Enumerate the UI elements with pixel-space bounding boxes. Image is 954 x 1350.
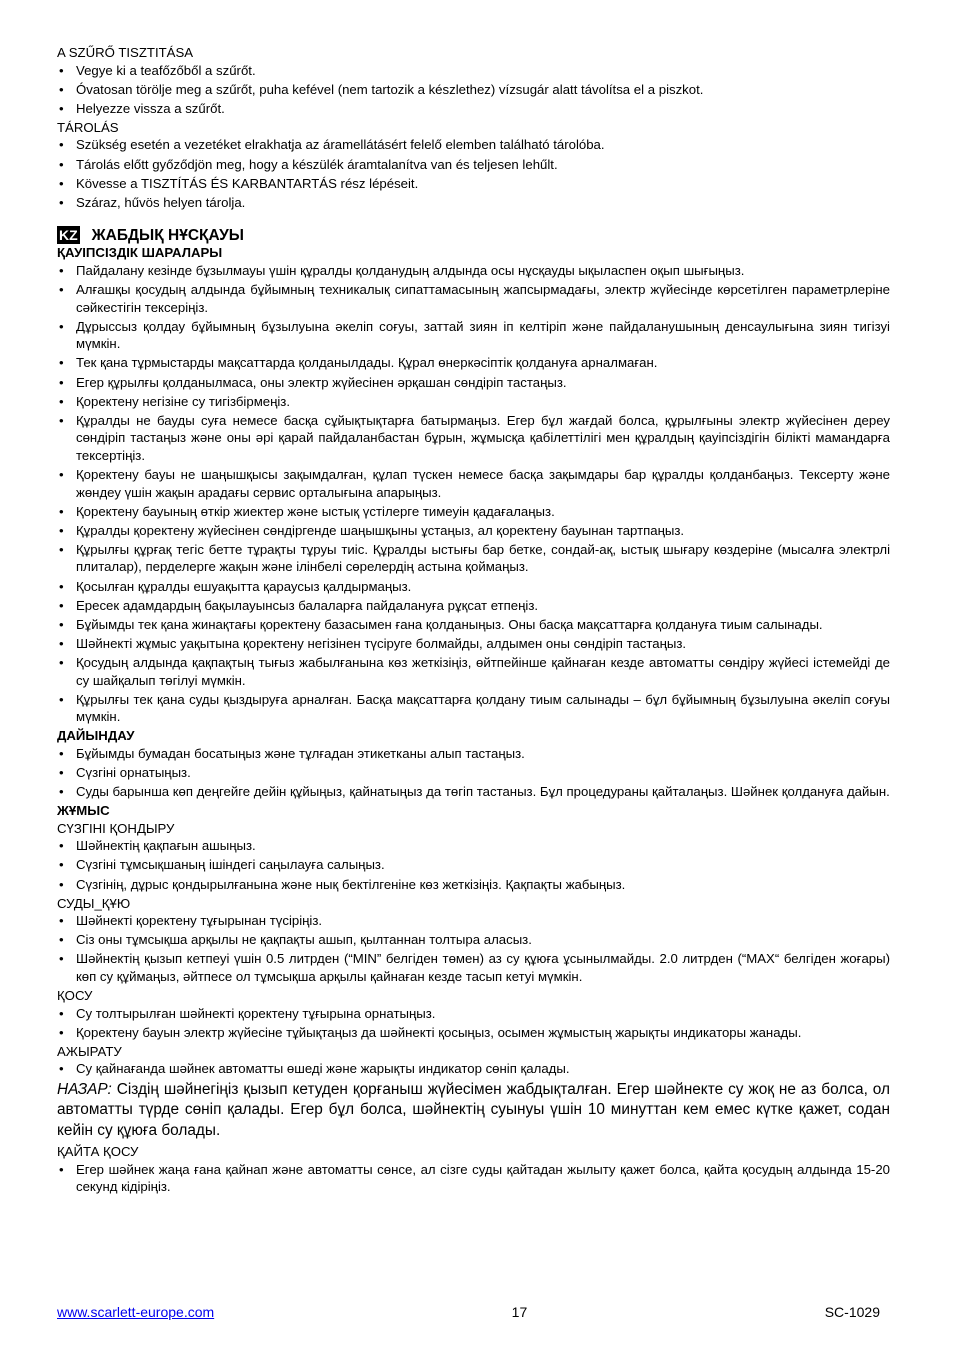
kz-safety-list bbox=[57, 262, 890, 726]
list-item: • Құралды қоректену жүйесінен сөндіргенде шаңышқыны ұстаңыз, ал қоректену бауынан тартпаңыз. bbox=[57, 522, 890, 540]
list-item: • Helyezze vissza a szűrőt. bbox=[57, 100, 890, 118]
list-item: • Сүзгіні тұмсықшаның ішіндегі саңылауға салыңыз. bbox=[57, 856, 890, 874]
list-item: • Қоректену негізіне су тигізбірмеңіз. bbox=[57, 393, 890, 411]
list-item: • Су толтырылған шәйнекті қоректену тұғырына орнатыңыз. bbox=[57, 1005, 890, 1023]
kz-off-list bbox=[57, 1060, 890, 1078]
list-item: • Szükség esetén a vezetéket elrakhatja az áramellátásért felelő elemben található tárolóba. bbox=[57, 136, 890, 154]
kz-work-title: ЖҰМЫС bbox=[57, 803, 110, 819]
kz-warning-note bbox=[57, 1080, 890, 1142]
list-item: • Бұйымды бумадан босатыңыз және тұлғадан этикетканы алып тастаңыз. bbox=[57, 745, 890, 763]
list-item: • Сүзгінің, дұрыс қондырылғанына және нық бектілгеніне көз жеткізіңіз. Қақпақты жабыңыз. bbox=[57, 876, 890, 894]
list-item: • Қоректену бауы не шаңышқысы зақымдалған, құлап түскен немесе басқа зақымдары бар құралды қолданбаңыз. Тексерту және жөндеу үшін жақын арадағы сервис орталығына апарыңыз. bbox=[57, 466, 890, 501]
kz-pour-list bbox=[57, 912, 890, 985]
list-item: • Суды барынша көп деңгейге дейін құйыңыз, қайнатыңыз да төгіп тастаныз. Бұл процедураны қайталаңыз. Шәйнек қолдануға дайын. bbox=[57, 783, 890, 801]
list-item: • Қоректену бауының өткір жиектер және ыстық үстілерге тимеуін қадағалаңыз. bbox=[57, 503, 890, 521]
list-item: • Алғашқы қосудың алдында бұйымның техникалық сипаттамасының жапсырмадағы, электр жүйесінде көрсетілген параметрлеріне сәйкестігін тексеріңіз. bbox=[57, 281, 890, 316]
list-item: • Құралды не бауды суға немесе басқа сұйықтықтарға батырмаңыз. Егер бұл жағдай болса, құрылғыны электр жүйесінен дереу сөндіріп тастаңыз және оны әрі қарай пайдаланбастан бұрын, жұмысқа қабілеттілігі мен құралдың қауіпсіздігін білікті мамандарға тексертіңіз. bbox=[57, 412, 890, 465]
kz-pour-subtitle: СУДЫ_ҚҰЮ bbox=[57, 895, 131, 911]
list-item: • Tárolás előtt győződjön meg, hogy a készülék áramtalanítva van és teljesen lehűlt. bbox=[57, 156, 890, 174]
list-item: • Сүзгіні орнатыңыз. bbox=[57, 764, 890, 782]
kz-off-subtitle: АЖЫРАТУ bbox=[57, 1043, 122, 1059]
list-item: • Сіз оны тұмсықша арқылы не қақпақты ашып, қылтаннан толтыра аласыз. bbox=[57, 931, 890, 949]
website-link[interactable]: www.scarlett-europe.com bbox=[57, 1304, 215, 1320]
kz-on-subtitle: ҚОСУ bbox=[57, 988, 93, 1004]
list-item: • Қоректену бауын электр жүйесіне тұйықтаңыз да шәйнекті қосыңыз, осымен жұмыстың жарықты индикаторы жанады. bbox=[57, 1024, 890, 1042]
kz-prep-title: ДАЙЫНДАУ bbox=[57, 728, 135, 744]
list-item: • Су қайнағанда шәйнек автоматты өшеді және жарықты индикатор сөніп қалады. bbox=[57, 1060, 890, 1078]
list-item: • Егер шәйнек жаңа ғана қайнап және автоматты сөнсе, ал сізге суды қайтадан жылыту қажет болса, қайта қосудың алдында 15-20 секунд кідіріңіз. bbox=[57, 1161, 890, 1196]
list-item: • Егер құрылғы қолданылмаса, оны электр жүйесінен әрқашан сөндіріп тастаңыз. bbox=[57, 374, 890, 392]
list-item: • Қосудың алдында қақпақтың тығыз жабылғанына көз жеткізіңіз, өйтпейінше қайнаған кезде автоматты сөндіру жүйесі істемейді де су шайқалып төгілуі мүмкін. bbox=[57, 654, 890, 689]
list-item: • Óvatosan törölje meg a szűrőt, puha kefével (nem tartozik a készlethez) vízsugár alatt távolítsa el a piszkot. bbox=[57, 81, 890, 99]
hu-filter-list bbox=[57, 62, 890, 118]
hu-storage-list bbox=[57, 136, 890, 211]
kz-filter-subtitle: СҮЗГІНІ ҚОНДЫРУ bbox=[57, 820, 175, 836]
list-item: • Száraz, hűvös helyen tárolja. bbox=[57, 194, 890, 212]
kz-reon-subtitle: ҚАЙТА ҚОСУ bbox=[57, 1143, 139, 1159]
list-item: • Vegye ki a teafőzőből a szűrőt. bbox=[57, 62, 890, 80]
note-label: НАЗАР: bbox=[57, 1080, 112, 1098]
kz-reon-list bbox=[57, 1161, 890, 1196]
note-text: Сіздің шәйнегіңіз қызып кетуден қорғаныш жүйесімен жабдықталған. Егер шәйнекте су жоқ не аз болса, ол автоматты түрде сөніп қалады. Егер бұл болса, шәйнектің суынуы үшін 10 минуттан кем емес күтке қажет, содан кейін су құюға болады. bbox=[57, 1080, 890, 1140]
list-item: • Пайдалану кезінде бұзылмауы үшін құралды қолданудың алдында осы нұсқауды ықыласпен оқып шығыңыз. bbox=[57, 262, 890, 280]
kz-safety-title: ҚАУІПСІЗДІК ШАРАЛАРЫ bbox=[57, 245, 223, 261]
list-item: • Шәйнекті жұмыс уақытына қоректену негізінен түсіруге болмайды, алдымен оны сөндіріп тастаңыз. bbox=[57, 635, 890, 653]
kz-language-badge: KZ bbox=[59, 227, 78, 244]
page-content bbox=[57, 44, 890, 1197]
kz-title: ЖАБДЫҚ НҰСҚАУЫ bbox=[91, 226, 244, 244]
model-number: SC-1029 bbox=[824, 1304, 880, 1320]
kz-filter-list bbox=[57, 837, 890, 893]
kz-prep-list bbox=[57, 745, 890, 801]
list-item: • Шәйнекті қоректену тұғырынан түсіріңіз. bbox=[57, 912, 890, 930]
list-item: • Қосылған құралды ешуақытта қараусыз қалдырмаңыз. bbox=[57, 578, 890, 596]
list-item: • Тек қана тұрмыстарды мақсаттарда қолданылдады. Құрал өнеркәсіптік қолдануға арналмаған. bbox=[57, 354, 890, 372]
list-item: • Құрылғы құрғақ тегіс бетте тұрақты тұруы тиіс. Құралды ыстығы бар бетке, сондай-ақ, ыстық шығару көздеріне (мысалға электрлі плиталар), перделерге жақын және ілінбелі сөрелердің астына қоймаңыз. bbox=[57, 541, 890, 576]
hu-filter-title: A SZŰRŐ TISZTITÁSA bbox=[57, 45, 194, 60]
kz-on-list bbox=[57, 1005, 890, 1042]
list-item: • Шәйнектің қызып кетпеуі үшін 0.5 литрден (“MIN” белгіден төмен) аз су құюға ұсынылмайды. 2.0 литрден (“MAX“ белгіден жоғары) көп су құймаңыз, әйтпесе ол тұмсықша арқылы қайнаған кезде тасып кетуі мүмкін. bbox=[57, 950, 890, 985]
hu-storage-title: TÁROLÁS bbox=[57, 119, 119, 135]
page-footer bbox=[57, 1304, 880, 1320]
list-item: • Бұйымды тек қана жинақтағы қоректену базасымен ғана қолданыңыз. Оны басқа мақсаттарға қолдануға тиым салынады. bbox=[57, 616, 890, 634]
page-number: 17 bbox=[511, 1304, 528, 1320]
list-item: • Шәйнектің қақпағын ашыңыз. bbox=[57, 837, 890, 855]
list-item: • Дұрыссыз қолдау бұйымның бұзылуына әкеліп соғуы, заттай зиян іп келтіріп және пайдаланушының денсаулығына зиян тигізуі мүмкін. bbox=[57, 318, 890, 353]
list-item: • Kövesse a TISZTÍTÁS ÉS KARBANTARTÁS rész lépéseit. bbox=[57, 175, 890, 193]
kz-heading bbox=[57, 226, 890, 244]
list-item: • Құрылғы тек қана суды қыздыруға арналған. Басқа мақсаттарға қолдану тиым салынады – бұл бұйымның бұзылуына әкеліп соғуы мүмкін. bbox=[57, 691, 890, 726]
list-item: • Ересек адамдардың бақылауынсыз балаларға пайдалануға рұқсат етпеңіз. bbox=[57, 597, 890, 615]
